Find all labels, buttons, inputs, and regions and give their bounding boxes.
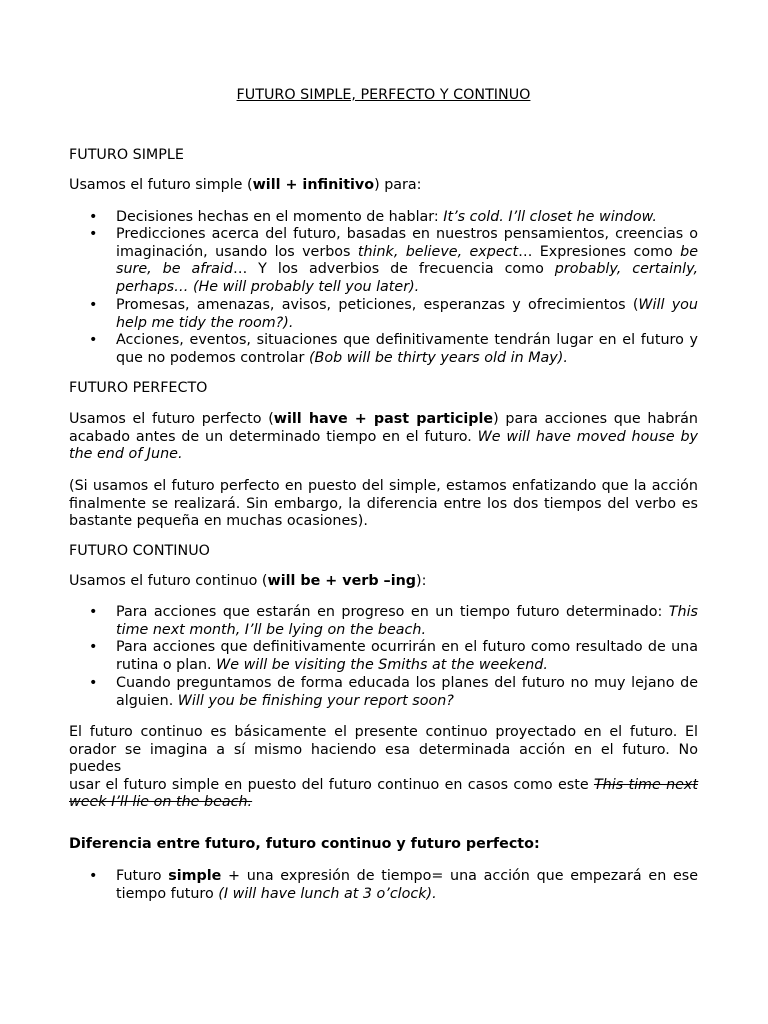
bullet-icon: • xyxy=(89,604,98,620)
bullet-icon: • xyxy=(89,639,98,655)
heading-futuro-simple: FUTURO SIMPLE xyxy=(69,147,184,163)
continuous-paragraph: El futuro continuo es básicamente el presente continuo proyectado en el futuro. El orador se imagina a sí mismo haciendo esa determinada acción en el futuro. No puedes usar el futuro simple en puesto del futuro continuo en casos como este This time next week I’ll lie on the beach. xyxy=(69,724,699,811)
bullet-icon: • xyxy=(89,297,98,313)
document-title: FUTURO SIMPLE, PERFECTO Y CONTINUO xyxy=(236,87,531,103)
bullet-icon: • xyxy=(89,675,98,691)
document-page: FUTURO SIMPLE, PERFECTO Y CONTINUO FUTURO SIMPLE Usamos el futuro simple (will + infinitivo) para: • Decisiones hechas en el momento de hablar: It’s cold. I’ll closet he window. • Predicciones acerca del futuro, basadas en nuestros pensamientos, creencias o imaginación, usando los verbos think, believe, expect… Expresiones como be sure, be afraid… Y los adverbios de frecuencia como probably, certainly, perhaps… (He will probably tell you later). • Promesas, amenazas, avisos, peticiones, esperanzas y ofrecimientos (Will you help me tidy the room?). • Acciones, eventos, situaciones que definitivamente tendrán lugar en el futuro y que no podemos controlar (Bob will be thirty years old in May). FUTURO PERFECTO Usamos el futuro perfecto (will have + past participle) para acciones que habrán acabado antes de un determinado tiempo en el futuro. We will have moved house by the end of June. (Si usamos el futuro perfecto en puesto del simple, estamos enfatizando que la acción finalmente se realizará. Sin embargo, la diferencia entre los dos tiempos del verbo es bastante pequeña en muchas ocasiones). FUTURO CONTINUO Usamos el futuro continuo (will be + verb –ing): • Para acciones que estarán en progreso en un tiempo futuro determinado: This time next month, I’ll be lying on the beach. • Para acciones que definitivamente ocurrirán en el futuro como resultado de una rutina o plan. We will be visiting the Smiths at the weekend. • Cuando preguntamos de forma educada los planes del futuro no muy lejano de alguien. Will you be finishing your report soon? El futuro continuo es básicamente el presente continuo proyectado en el futuro. El orador se imagina a sí mismo haciendo esa determinada acción en el futuro. No puedes usar el futuro simple en puesto del futuro continuo en casos como este This time next week I’ll lie on the beach. Diferencia entre futuro, futuro continuo y futuro perfecto: • Futuro simple + una expresión de tiempo= una acción que empezará en ese tiempo futuro (I will have lunch at 3 o’clock). xyxy=(69,87,699,902)
continuous-intro: Usamos el futuro continuo (will be + verb –ing): xyxy=(69,573,427,589)
perfect-paragraph-2: (Si usamos el futuro perfecto en puesto del simple, estamos enfatizando que la acción finalmente se realizará. Sin embargo, la diferencia entre los dos tiempos del verbo es bastante pequeña en muchas ocasiones). xyxy=(69,478,698,530)
bullet-icon: • xyxy=(89,209,98,225)
perfect-paragraph-1: Usamos el futuro perfecto (will have + past participle) para acciones que habrán acabado antes de un determinado tiempo en el futuro. We will have moved house by the end of June. xyxy=(69,411,699,463)
heading-diferencia: Diferencia entre futuro, futuro continuo y futuro perfecto: xyxy=(69,836,540,852)
bullet-icon: • xyxy=(89,868,98,884)
bullet-icon: • xyxy=(89,332,98,348)
simple-intro: Usamos el futuro simple (will + infinitivo) para: xyxy=(69,177,422,193)
heading-futuro-perfecto: FUTURO PERFECTO xyxy=(69,380,208,396)
heading-futuro-continuo: FUTURO CONTINUO xyxy=(69,543,210,559)
bullet-icon: • xyxy=(89,226,98,242)
